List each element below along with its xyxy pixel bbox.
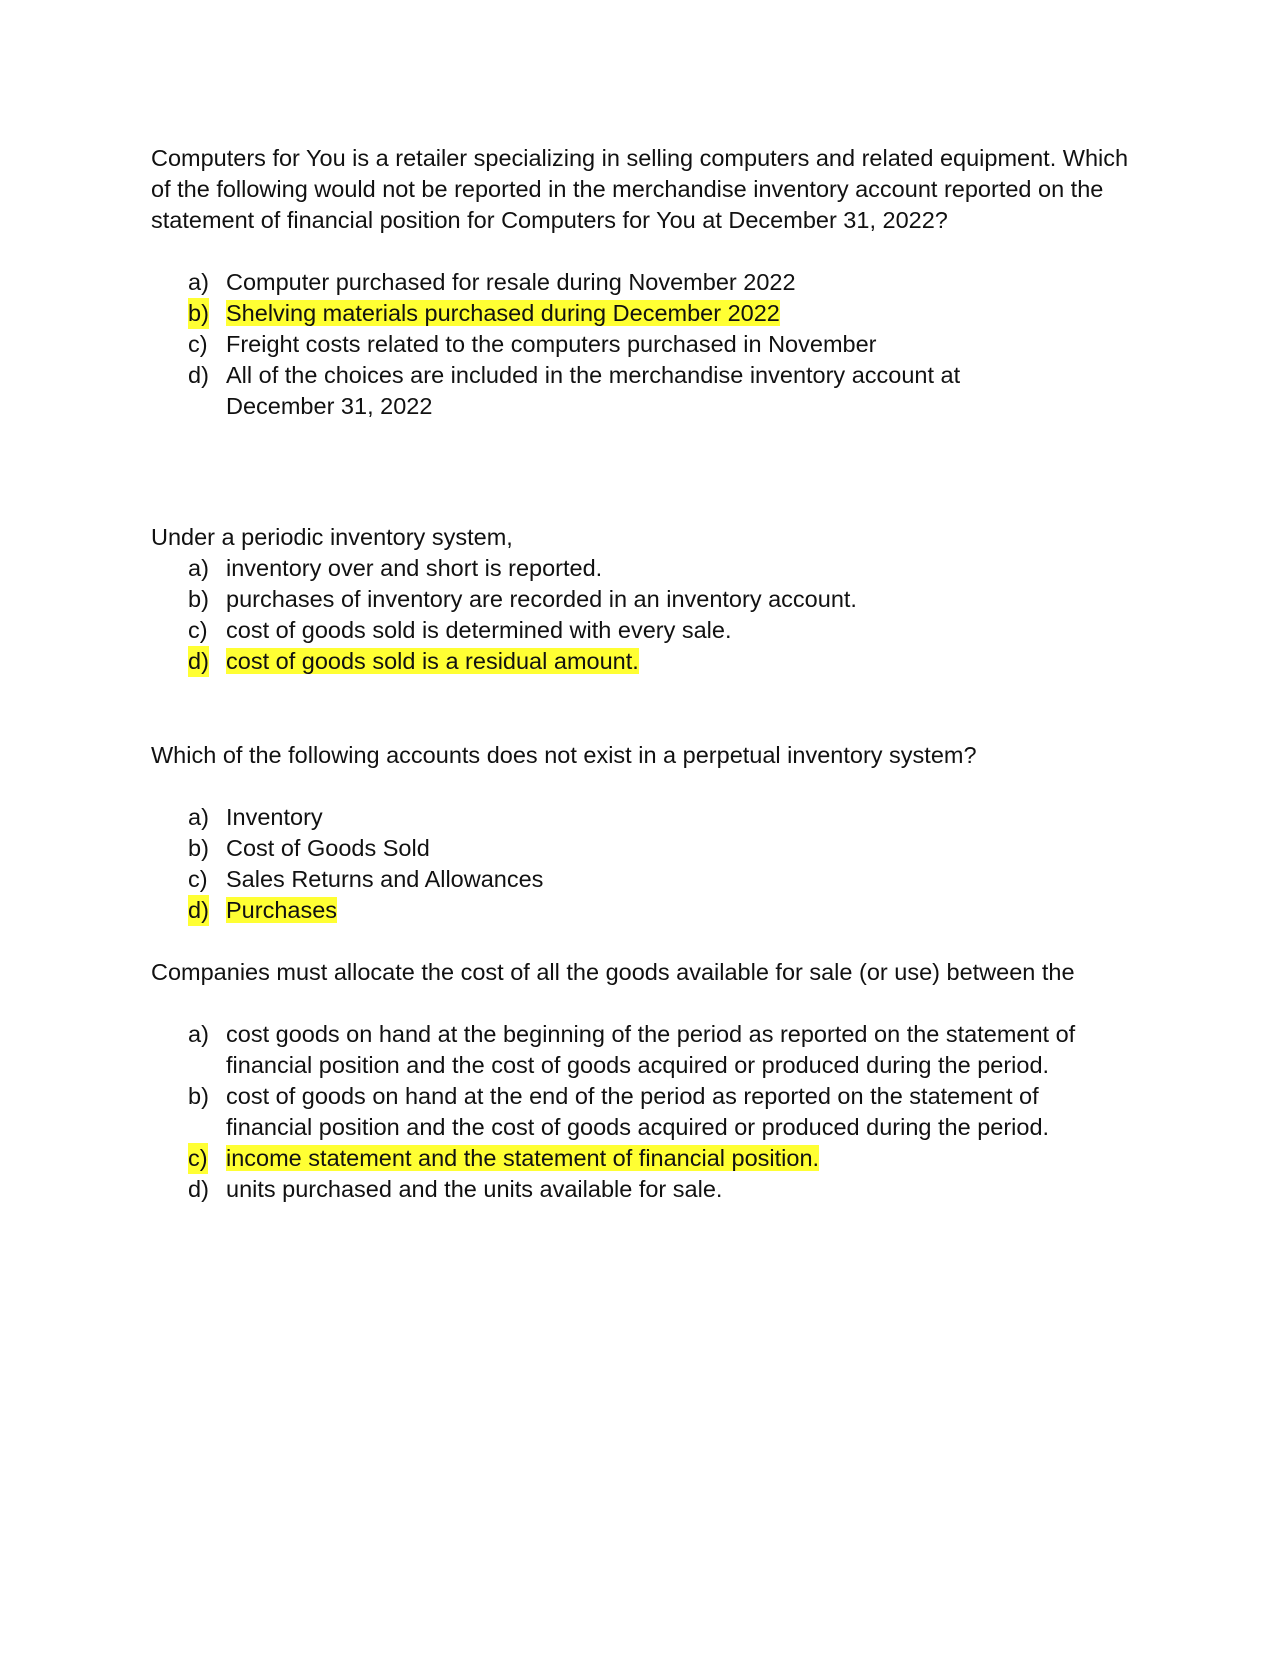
option-letter: d) [188,1176,209,1202]
option-letter: b) [188,1083,209,1109]
option-b [151,833,1131,864]
option-text: Computer purchased for resale during November 2022 [226,269,796,295]
option-text: income statement and the statement of financial position. [226,1145,820,1171]
question-stem: Under a periodic inventory system, [151,524,513,550]
option-letter: c) [188,1143,208,1174]
option-text: Shelving materials purchased during December 2022 [226,300,780,326]
option-letter: b) [188,586,209,612]
answer-options [151,267,1131,422]
option-d-highlighted [151,646,1131,677]
option-letter: d) [188,895,209,926]
option-letter: d) [188,362,209,388]
option-letter: a) [188,269,209,295]
question-4 [151,957,1131,1205]
option-a [151,553,1131,584]
option-c [151,615,1131,646]
option-text: All of the choices are included in the merchandise inventory account at December 31, 2022 [226,362,961,419]
option-c [151,329,1131,360]
option-text: cost of goods sold is determined with every sale. [226,617,732,643]
option-b [151,584,1131,615]
option-letter: c) [188,617,208,643]
option-text: Purchases [226,897,338,923]
option-text: cost of goods on hand at the end of the period as reported on the statement of financial position and the cost of goods acquired or produced during the period. [226,1083,1050,1140]
option-text: Cost of Goods Sold [226,835,430,861]
option-c-highlighted [151,1143,1131,1174]
option-letter: d) [188,646,209,677]
option-text: Inventory [226,804,323,830]
option-d-highlighted [151,895,1131,926]
answer-options [151,802,1131,926]
option-a [151,802,1131,833]
option-text: cost goods on hand at the beginning of the period as reported on the statement of financial position and the cost of goods acquired or produced during the period. [226,1021,1076,1078]
option-a [151,1019,1131,1081]
option-c [151,864,1131,895]
question-3 [151,740,1131,926]
question-2 [151,522,1131,677]
option-a [151,267,1131,298]
option-b [151,1081,1131,1143]
option-text: Sales Returns and Allowances [226,866,544,892]
option-text: purchases of inventory are recorded in an inventory account. [226,586,857,612]
question-stem: Companies must allocate the cost of all the goods available for sale (or use) between the [151,959,1075,985]
option-b-highlighted [151,298,1131,329]
option-d [151,1174,1131,1205]
option-letter: b) [188,835,209,861]
option-text: units purchased and the units available for sale. [226,1176,723,1202]
option-letter: b) [188,298,209,329]
question-stem: Computers for You is a retailer specializing in selling computers and related equipment. Which of the following would not be reported in the merchandise inventory account reported on the statement of financial position for Computers for You at December 31, 2022? [151,145,1129,233]
option-d [151,360,1026,422]
option-text: inventory over and short is reported. [226,555,603,581]
option-letter: c) [188,331,208,357]
question-stem: Which of the following accounts does not exist in a perpetual inventory system? [151,742,977,768]
option-letter: a) [188,1021,209,1047]
option-letter: c) [188,866,208,892]
answer-options [151,1019,1131,1205]
answer-options [151,553,1131,677]
option-letter: a) [188,555,209,581]
question-1 [151,143,1131,422]
option-text: Freight costs related to the computers purchased in November [226,331,877,357]
option-letter: a) [188,804,209,830]
option-text: cost of goods sold is a residual amount. [226,648,639,674]
